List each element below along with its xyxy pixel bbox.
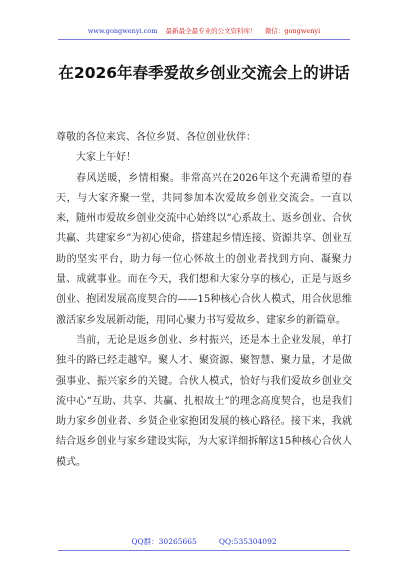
paragraph-2: 当前，无论是返乡创业、乡村振兴，还是本土企业发展，单打独斗的路已经走越窄。聚人才、聚资源、聚智慧、聚力量，才是做强事业、振兴家乡的关键。合伙人模式，恰好与我们爱故乡创业交流中心“互助、共享、共赢、扎根故土”的理念高度契合，也是我们助力家乡创业者、乡贤企业家抱团发展的核心路径。接下来，我就结合返乡创业与家乡建设实际，为大家详细拆解这15种核心合伙人模式。 (56, 334, 352, 468)
document-body (56, 128, 352, 473)
paragraph-1: 春风送暖，乡情相聚。非常高兴在2026年这个充满希望的春天，与大家齐聚一堂，共同参加本次爱故乡创业交流会。一直以来，随州市爱故乡创业交流中心始终以“心系故土、返乡创业、合伙共赢、共建家乡”为初心使命，搭建起乡情连接、资源共享、创业互助的坚实平台，助力每一位心怀故土的创业者找到方向、凝聚力量、成就事业。而在今天，我们想和大家分享的核心，正是与返乡创业、抱团发展高度契合的——15种核心合伙人模式，用合伙思维激活家乡发展新动能，用同心聚力书写爱故乡、建家乡的新篇章。 (56, 172, 352, 326)
footer-qq: QQ:535304092 (218, 537, 277, 546)
header-slogan: 最新最全最专业的公文资料库！ (165, 27, 257, 35)
salutation: 尊敬的各位来宾、各位乡贤、各位创业伙伴： (56, 132, 256, 143)
footer-divider (58, 550, 350, 551)
document-title: 在2026年春季爱故乡创业交流会上的讲话 (58, 64, 350, 82)
header-divider (58, 39, 350, 40)
footer-qq-group: QQ群：30265665 (131, 537, 197, 546)
greeting: 大家上午好！ (76, 152, 136, 164)
header-website[interactable]: www.gongwenyi.com (87, 27, 158, 35)
header-wechat: 微信：gongwenyi (264, 27, 321, 35)
page-footer (0, 537, 408, 547)
page-header (0, 27, 408, 36)
